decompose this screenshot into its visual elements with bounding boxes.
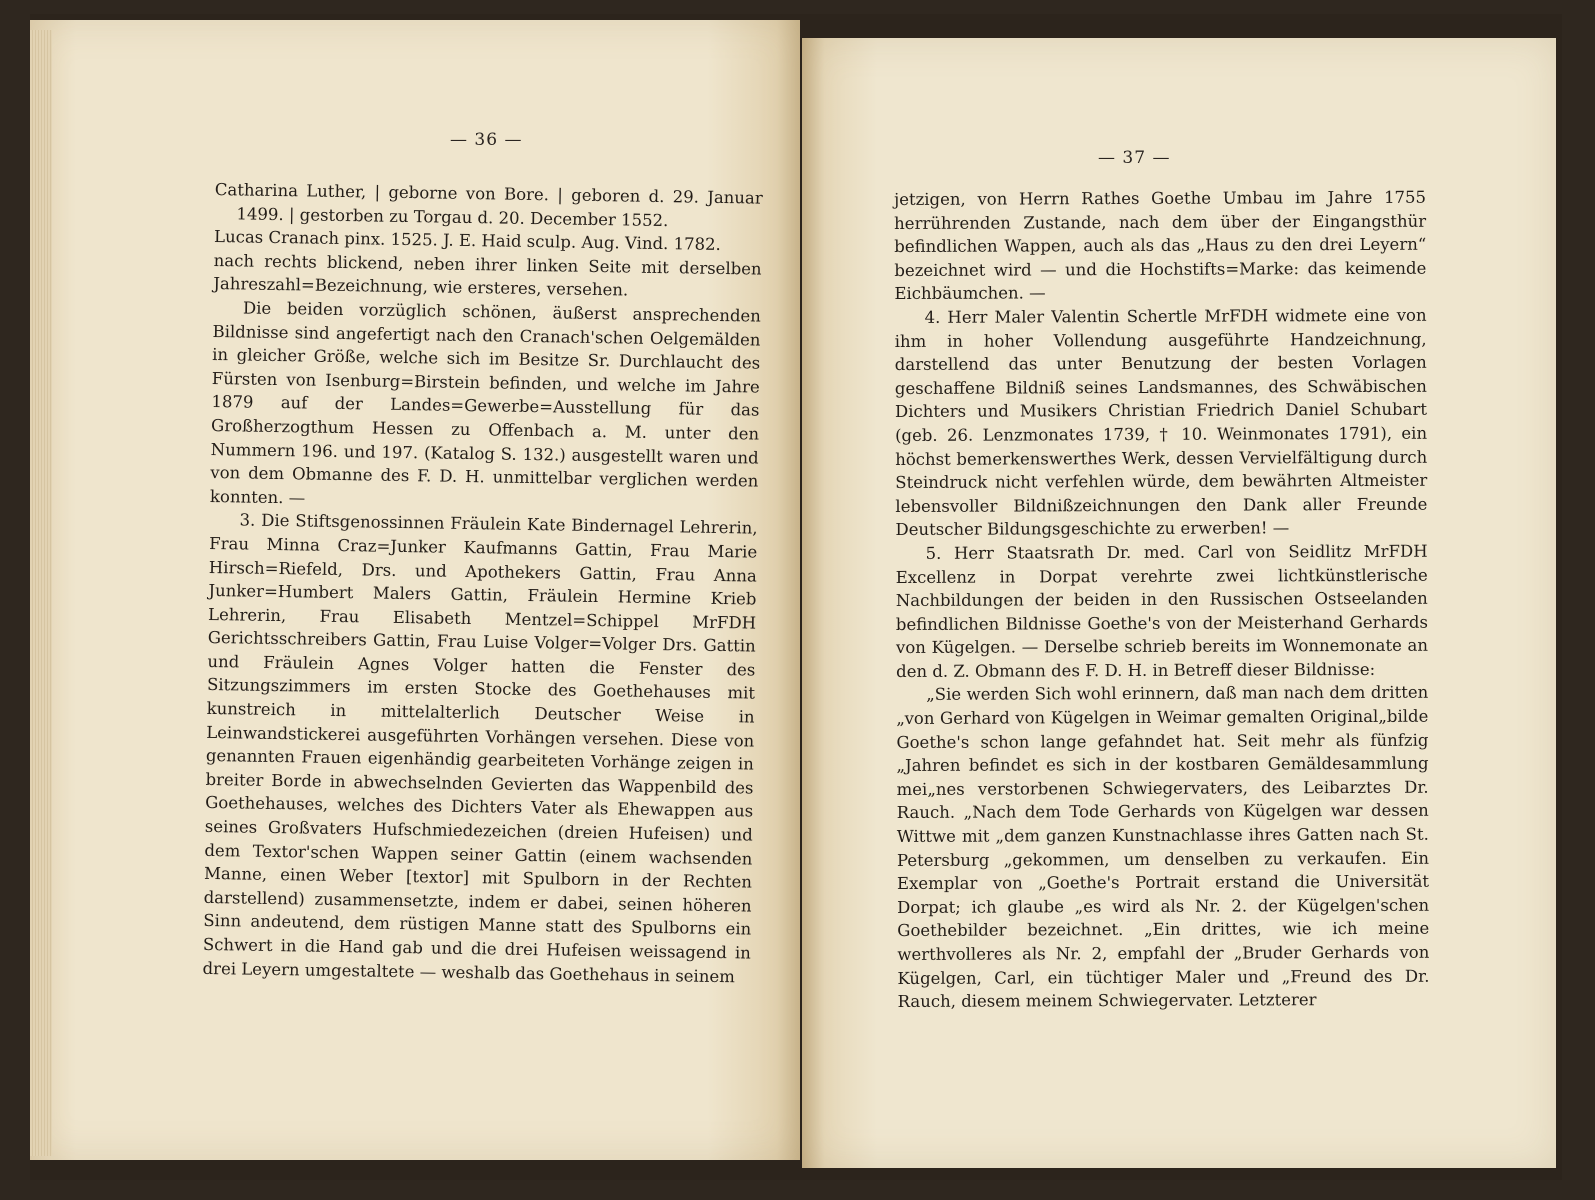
paragraph: jetzigen, von Herrn Rathes Goethe Umbau im Jahre 1755 herrührenden Zustande, nach dem über der Eingangsthür befindlichen Wappen, auch als das „Haus zu den drei Leyern“ bezeichnet wird — und die Hochstifts=Marke: das keimende Eichbäumchen. — [894, 187, 1427, 304]
catharina-caption: Catharina Luther, | geborne von Bore. | geboren d. 29. Januar 1499. | gestorben zu Torgau d. 20. December 1552. [214, 179, 763, 230]
paragraph: 4. Herr Maler Valentin Schertle MrFDH widmete eine von ihm in hoher Vollendung ausgeführte Handzeichnung, darstellend das unter Benutzung der besten Vorlagen geschaffene Bildniß seines Landsmannes, des Schwäbischen Dichters und Musikers Christian Friedrich Daniel Schubart (geb. 26. Lenzmonates 1739, † 10. Weinmonates 1791), ein höchst bemerkenswerthes Werk, dessen Vervielfältigung durch Steindruck nicht verfehlen würde, dem bewährten Altmeister lebensvoller Bildnißzeichnungen den Dank aller Freunde Deutscher Bildungsgeschichte zu erwerben! — [894, 305, 1428, 540]
paragraph: nach rechts blickend, neben ihrer linken Seite mit derselben Jahreszahl=Bezeichnung, wie ersteres, versehen. [213, 250, 762, 300]
paragraph: 3. Die Stiftsgenossinnen Fräulein Kate Bindernagel Lehrerin, Frau Minna Craz=Junker Kaufmanns Gattin, Frau Marie Hirsch=Riefeld, Drs. und Apothekers Gattin, Frau Anna Junker=Humbert Malers Gattin, Fräulein Hermine Krieb Lehrerin, Frau Elisabeth Mentzel=Schippel MrFDH Gerichtsschreibers Gattin, Frau Luise Volger=Volger Drs. Gattin und Fräulein Agnes Volger hatten die Fenster des Sitzungszimmers im ersten Stocke des Goethehauses mit kunstreich in mittelalterlich Deutscher Weise in Leinwandstickerei ausgeführten Vorhängen versehen. Diese von genannten Frauen eigenhändig gearbeiteten Vorhänge zeigen in breiter Borde in abwechselnden Gevierten das Wappenbild des Goethehauses, welches des Dichters Vater als Ehewappen aus seines Großvaters Hufschmiedezeichen (dreien Hufeisen) und dem Textor'schen Wappen seiner Gattin (einem wachsenden Manne, einen Weber [textor] mit Spulborn in der Rechten darstellend) zusammensetzte, indem er dabei, seinen höheren Sinn andeutend, dem rüstigen Manne statt des Spulborns ein Schwert in die Hand gab und die drei Hufeisen weissagend in drei Leyern umgestaltete — weshalb das Goethehaus in seinem [202, 510, 758, 986]
paragraph: Die beiden vorzüglich schönen, äußerst ansprechenden Bildnisse sind angefertigt nach den Cranach'schen Oelgemälden in gleicher Größe, welche sich im Besitze Sr. Durchlaucht des Fürsten von Isenburg=Birstein befinden, und welche im Jahre 1879 auf der Landes=Gewerbe=Ausstellung für das Großherzogthum Hessen zu Offenbach a. M. unter den Nummern 196. und 197. (Katalog S. 132.) ausgestellt waren und von dem Obmanne des F. D. H. unmittelbar verglichen werden konnten. — [209, 298, 762, 508]
right-page-text [894, 186, 1430, 1014]
left-page-number: — 36 — [450, 130, 523, 150]
left-page [30, 20, 800, 1160]
paragraph: 5. Herr Staatsrath Dr. med. Carl von Seidlitz MrFDH Excellenz in Dorpat verehrte zwei lichtkünstlerische Nachbildungen der beiden in den Russischen Ostseelanden befindlichen Bildnisse Goethe's von der Meisterhand Gerhards von Kügelgen. — Derselbe schrieb bereits im Wonnemonate an den d. Z. Obmann des F. D. H. in Betreff dieser Bildnisse: [895, 541, 1429, 681]
right-page [802, 38, 1556, 1168]
page-edges [30, 30, 52, 1156]
quoted-letter: „Sie werden Sich wohl erinnern, daß man nach dem dritten „von Gerhard von Kügelgen in Weimar gemalten Original„bilde Goethe's schon lange gefahndet hat. Seit mehr als fünfzig „Jahren befindet es sich in der kostbaren Gemäldesammlung mei„nes verstorbenen Schwiegervaters, des Leibarztes Dr. Rauch. „Nach dem Tode Gerhards von Kügelgen war dessen Wittwe mit „dem ganzen Kunstnachlasse ihres Gatten nach St. Petersburg „gekommen, um denselben zu verkaufen. Ein Exemplar von „Goethe's Portrait erstand die Universität Dorpat; ich glaube „es wird als Nr. 2. der Kügelgen'schen Goethebilder bezeichnet. „Ein drittes, wie ich meine werthvolleres als Nr. 2, empfahl der „Bruder Gerhards von Kügelgen, Carl, ein tüchtiger Maler und „Freund des Dr. Rauch, diesem meinem Schwiegervater. Letzterer [896, 683, 1430, 1012]
right-page-number: — 37 — [1098, 148, 1171, 168]
engraving-credit: Lucas Cranach pinx. 1525. J. E. Haid sculp. Aug. Vind. 1782. [213, 227, 721, 255]
left-page-text [202, 178, 763, 989]
open-book [30, 14, 1562, 1180]
